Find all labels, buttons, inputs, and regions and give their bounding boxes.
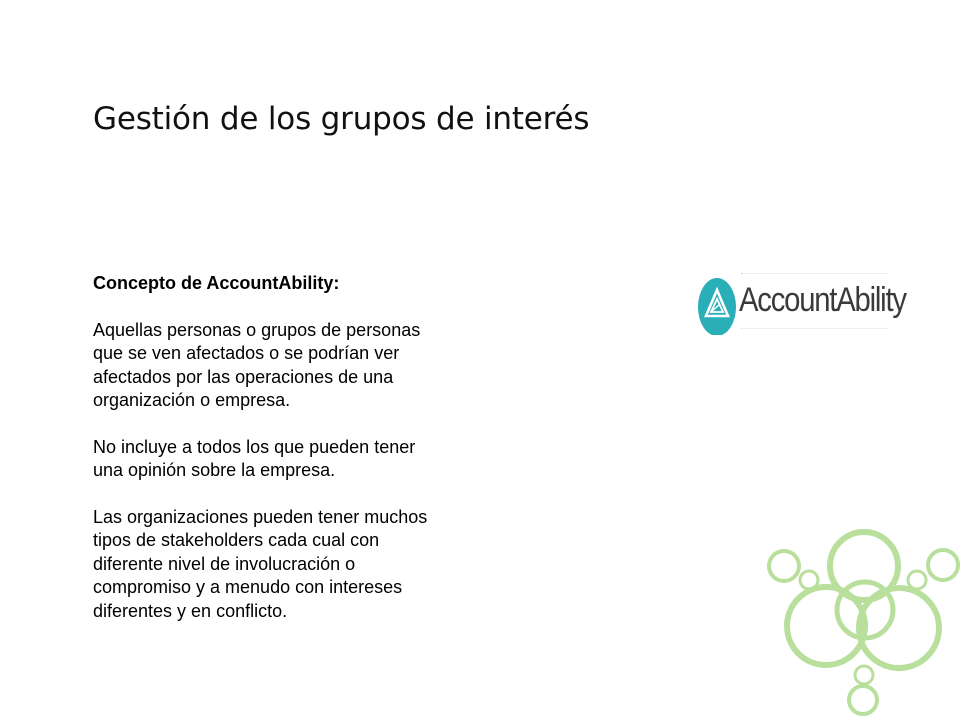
accountability-triangle-icon: [697, 273, 737, 335]
concept-heading: Concepto de AccountAbility:: [93, 273, 340, 293]
paragraph-stakeholders: Las organizaciones pueden tener muchos tipos de stakeholders cada cual con diferente nivel de involucración o compromiso y a menudo con intereses diferentes y en conflicto.: [93, 506, 428, 621]
logo-bottom-rule: [741, 328, 887, 332]
slide-title: Gestión de los grupos de interés: [93, 101, 590, 137]
accountability-wordmark: AccountAbility: [739, 281, 906, 319]
paragraph-definition: Aquellas personas o grupos de personas que se ven afectados o se podrían ver afectados por las operaciones de una organización o empresa.: [93, 319, 421, 410]
slide-body: [93, 272, 513, 646]
green-circles-decoration: [760, 524, 960, 720]
accountability-logo: [697, 270, 906, 334]
logo-top-rule: [741, 273, 887, 277]
paragraph-exclusion: No incluye a todos los que pueden tener una opinión sobre la empresa.: [93, 436, 416, 480]
